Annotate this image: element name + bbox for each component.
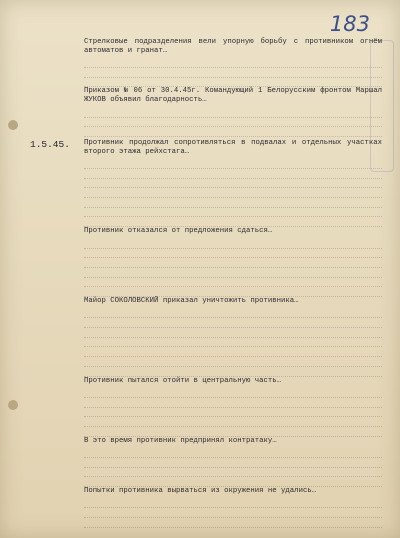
illegible-line — [84, 367, 382, 377]
illegible-line — [84, 508, 382, 518]
paragraph: Приказом № 06 от 30.4.45г. Командующий 1 Белорусским фронтом Маршал ЖУКОВ объявил благодарность… — [84, 87, 382, 105]
illegible-line — [84, 118, 382, 128]
entry-text — [84, 38, 382, 137]
paragraph: Стрелковые подразделения вели упорную борьбу с противником огнём автоматов и гранат… — [84, 38, 382, 55]
illegible-line — [84, 159, 382, 169]
entry-text — [84, 139, 382, 528]
illegible-line — [84, 347, 382, 357]
illegible-line — [84, 287, 382, 297]
punch-hole — [8, 120, 18, 130]
illegible-line — [84, 217, 382, 227]
illegible-line — [84, 127, 382, 137]
paragraph: В это время противник предпринял контратаку… — [84, 436, 277, 445]
page-number: 183 — [329, 12, 370, 36]
illegible-line — [84, 518, 382, 528]
illegible-line — [84, 499, 382, 509]
illegible-line — [84, 328, 382, 338]
paragraph: Противник продолжал сопротивляться в подвалах и отдельных участках второго этажа рейхстага… — [84, 138, 382, 156]
paragraph: Попытки противника вырваться из окружения не удались… — [84, 487, 317, 496]
illegible-line — [84, 468, 382, 478]
entry-date: 1.5.45. — [30, 138, 70, 150]
illegible-line — [84, 249, 382, 259]
illegible-line — [84, 388, 382, 398]
illegible-line — [84, 398, 382, 408]
illegible-line — [84, 427, 382, 437]
punch-hole — [8, 400, 18, 410]
illegible-line — [84, 417, 382, 427]
illegible-line — [84, 268, 382, 278]
paragraph: Противник отказался от предложения сдаться… — [84, 227, 273, 236]
illegible-line — [84, 58, 382, 68]
paragraph: Майор СОКОЛОВСКИЙ приказал уничтожить противника… — [84, 296, 299, 305]
paragraph: Противник пытался отойти в центральную часть… — [84, 376, 282, 385]
illegible-line — [84, 258, 382, 268]
illegible-line — [84, 477, 382, 487]
illegible-line — [84, 448, 382, 458]
illegible-line — [84, 169, 382, 179]
illegible-line — [84, 239, 382, 249]
illegible-line — [84, 357, 382, 367]
illegible-line — [84, 208, 382, 218]
illegible-line — [84, 278, 382, 288]
document-body — [30, 38, 382, 530]
illegible-line — [84, 198, 382, 208]
journal-entry — [30, 139, 382, 528]
illegible-line — [84, 108, 382, 118]
illegible-line — [84, 408, 382, 418]
entry-date — [30, 38, 84, 137]
illegible-line — [84, 458, 382, 468]
illegible-line — [84, 179, 382, 189]
illegible-line — [84, 68, 382, 78]
journal-entry — [30, 38, 382, 137]
illegible-line — [84, 338, 382, 348]
illegible-line — [84, 188, 382, 198]
illegible-line — [84, 318, 382, 328]
illegible-line — [84, 309, 382, 319]
